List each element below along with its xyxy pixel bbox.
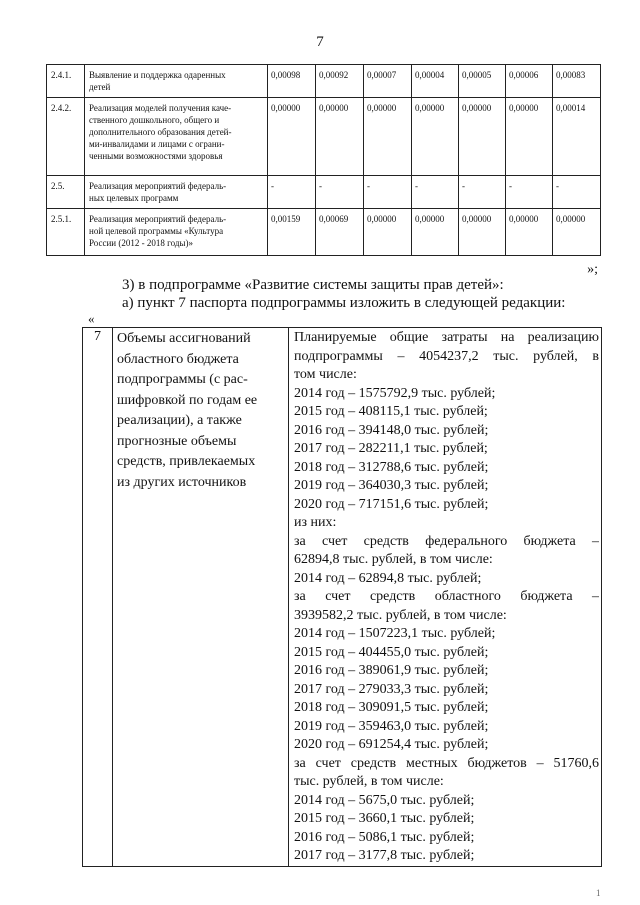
description-line: ной целевой программы «Культура xyxy=(89,226,224,236)
row-value: 0,00000 xyxy=(459,98,506,176)
row-value: 0,00004 xyxy=(412,65,459,98)
funding-line: 2018 год – 309091,5 тыс. рублей; xyxy=(294,700,489,715)
row-value: 0,00000 xyxy=(316,98,364,176)
funding-line: 2015 год – 408115,1 тыс. рублей; xyxy=(294,404,488,419)
row-value: 0,00006 xyxy=(506,65,553,98)
row-description xyxy=(85,65,268,98)
label-line: из других источников xyxy=(117,474,247,490)
row-description xyxy=(85,98,268,176)
description-line: Реализация мероприятий федераль- xyxy=(89,181,227,191)
table-row xyxy=(47,98,601,176)
row-value: 0,00069 xyxy=(316,209,364,256)
label-line: прогнозные объемы xyxy=(117,433,237,449)
row-value: - xyxy=(268,176,316,209)
description-line: ственного дошкольного, общего и xyxy=(89,115,220,125)
funding-line: 2015 год – 404455,0 тыс. рублей; xyxy=(294,644,489,660)
row-value: 0,00000 xyxy=(364,209,412,256)
passport-funding-plan xyxy=(289,328,602,867)
funding-line: тыс. рублей, в том числе: xyxy=(294,774,444,789)
label-line: подпрограммы (с рас- xyxy=(117,372,248,387)
label-line: областного бюджета xyxy=(117,351,239,367)
paragraph-subprogram: 3) в подпрограмме «Развитие системы защиты прав детей»: xyxy=(122,277,504,293)
closing-quote: »; xyxy=(587,262,598,277)
passport-label xyxy=(113,328,289,867)
description-line: Реализация моделей получения каче- xyxy=(89,103,232,113)
funding-line: 2018 год – 312788,6 тыс. рублей; xyxy=(294,459,489,475)
description-line: ми-инвалидами и лицами с ограни- xyxy=(89,139,225,149)
funding-line: 2015 год – 3660,1 тыс. рублей; xyxy=(294,811,475,826)
row-value: - xyxy=(364,176,412,209)
description-line: ных целевых программ xyxy=(89,193,179,203)
row-value: 0,00000 xyxy=(459,209,506,256)
passport-row-number: 7 xyxy=(83,328,113,867)
passport-row xyxy=(83,328,602,867)
funding-line: 2016 год – 394148,0 тыс. рублей; xyxy=(294,422,489,438)
row-value: 0,00098 xyxy=(268,65,316,98)
paragraph-item-7: а) пункт 7 паспорта подпрограммы изложить в следующей редакции: xyxy=(122,295,566,311)
funding-line: за счет средств областного бюджета – xyxy=(294,589,599,604)
row-value: 0,00007 xyxy=(364,65,412,98)
label-line: шифровкой по годам ее xyxy=(117,392,258,408)
funding-line: том числе: xyxy=(294,367,357,382)
row-value: - xyxy=(459,176,506,209)
funding-line: 2014 год – 1507223,1 тыс. рублей; xyxy=(294,626,496,641)
row-description xyxy=(85,209,268,256)
page-number: 7 xyxy=(316,34,324,50)
row-value: 0,00000 xyxy=(553,209,601,256)
description-line: России (2012 - 2018 годы)» xyxy=(89,238,193,248)
funding-line: 2017 год – 279033,3 тыс. рублей; xyxy=(294,681,489,697)
row-value: - xyxy=(506,176,553,209)
funding-line: подпрограммы – 4054237,2 тыс. рублей, в xyxy=(294,348,599,364)
row-value: - xyxy=(316,176,364,209)
funding-line: 3939582,2 тыс. рублей, в том числе: xyxy=(294,607,507,623)
funding-line: 2014 год – 62894,8 тыс. рублей; xyxy=(294,570,482,586)
funding-line: 62894,8 тыс. рублей, в том числе: xyxy=(294,552,493,567)
row-value: 0,00005 xyxy=(459,65,506,98)
funding-line: 2020 год – 691254,4 тыс. рублей; xyxy=(294,737,489,752)
funding-line: Планируемые общие затраты на реализацию xyxy=(294,330,599,345)
row-value: 0,00083 xyxy=(553,65,601,98)
row-value: 0,00000 xyxy=(268,98,316,176)
funding-line: 2017 год – 282211,1 тыс. рублей; xyxy=(294,441,488,456)
row-number: 2.5.1. xyxy=(47,209,85,256)
funding-line: 2014 год – 5675,0 тыс. рублей; xyxy=(294,792,475,808)
row-value: 0,00000 xyxy=(506,98,553,176)
passport-table xyxy=(82,327,602,867)
row-value: 0,00092 xyxy=(316,65,364,98)
funding-line: 2017 год – 3177,8 тыс. рублей; xyxy=(294,848,475,863)
row-value: 0,00000 xyxy=(506,209,553,256)
description-line: ченными возможностями здоровья xyxy=(89,151,223,161)
funding-line: за счет средств федерального бюджета – xyxy=(294,533,599,549)
description-line: дополнительного образования детей- xyxy=(89,127,232,137)
scan-mark: 1 xyxy=(596,888,601,898)
opening-quote: « xyxy=(88,311,95,326)
row-value: - xyxy=(412,176,459,209)
row-value: 0,00014 xyxy=(553,98,601,176)
funding-line: 2020 год – 717151,6 тыс. рублей; xyxy=(294,496,489,512)
label-line: реализации), а также xyxy=(117,413,242,428)
funding-line: за счет средств местных бюджетов – 51760,6 xyxy=(294,755,599,771)
label-line: Объемы ассигнований xyxy=(117,331,251,346)
label-line: средств, привлекаемых xyxy=(117,454,256,469)
description-line: детей xyxy=(89,82,111,92)
funding-line: 2016 год – 5086,1 тыс. рублей; xyxy=(294,829,475,845)
row-value: - xyxy=(553,176,601,209)
row-number: 2.4.2. xyxy=(47,98,85,176)
row-description xyxy=(85,176,268,209)
description-line: Выявление и поддержка одаренных xyxy=(89,70,226,80)
funding-line: 2019 год – 364030,3 тыс. рублей; xyxy=(294,478,489,493)
row-number: 2.5. xyxy=(47,176,85,209)
funding-line: из них: xyxy=(294,515,337,530)
funding-line: 2016 год – 389061,9 тыс. рублей; xyxy=(294,663,489,678)
row-value: 0,00000 xyxy=(412,209,459,256)
funding-line: 2014 год – 1575792,9 тыс. рублей; xyxy=(294,385,496,401)
row-value: 0,00000 xyxy=(412,98,459,176)
description-line: Реализация мероприятий федераль- xyxy=(89,214,227,224)
table-row xyxy=(47,65,601,98)
indicators-table xyxy=(46,64,601,256)
table-row xyxy=(47,176,601,209)
table-row xyxy=(47,209,601,256)
row-number: 2.4.1. xyxy=(47,65,85,98)
row-value: 0,00159 xyxy=(268,209,316,256)
row-value: 0,00000 xyxy=(364,98,412,176)
funding-line: 2019 год – 359463,0 тыс. рублей; xyxy=(294,718,489,734)
